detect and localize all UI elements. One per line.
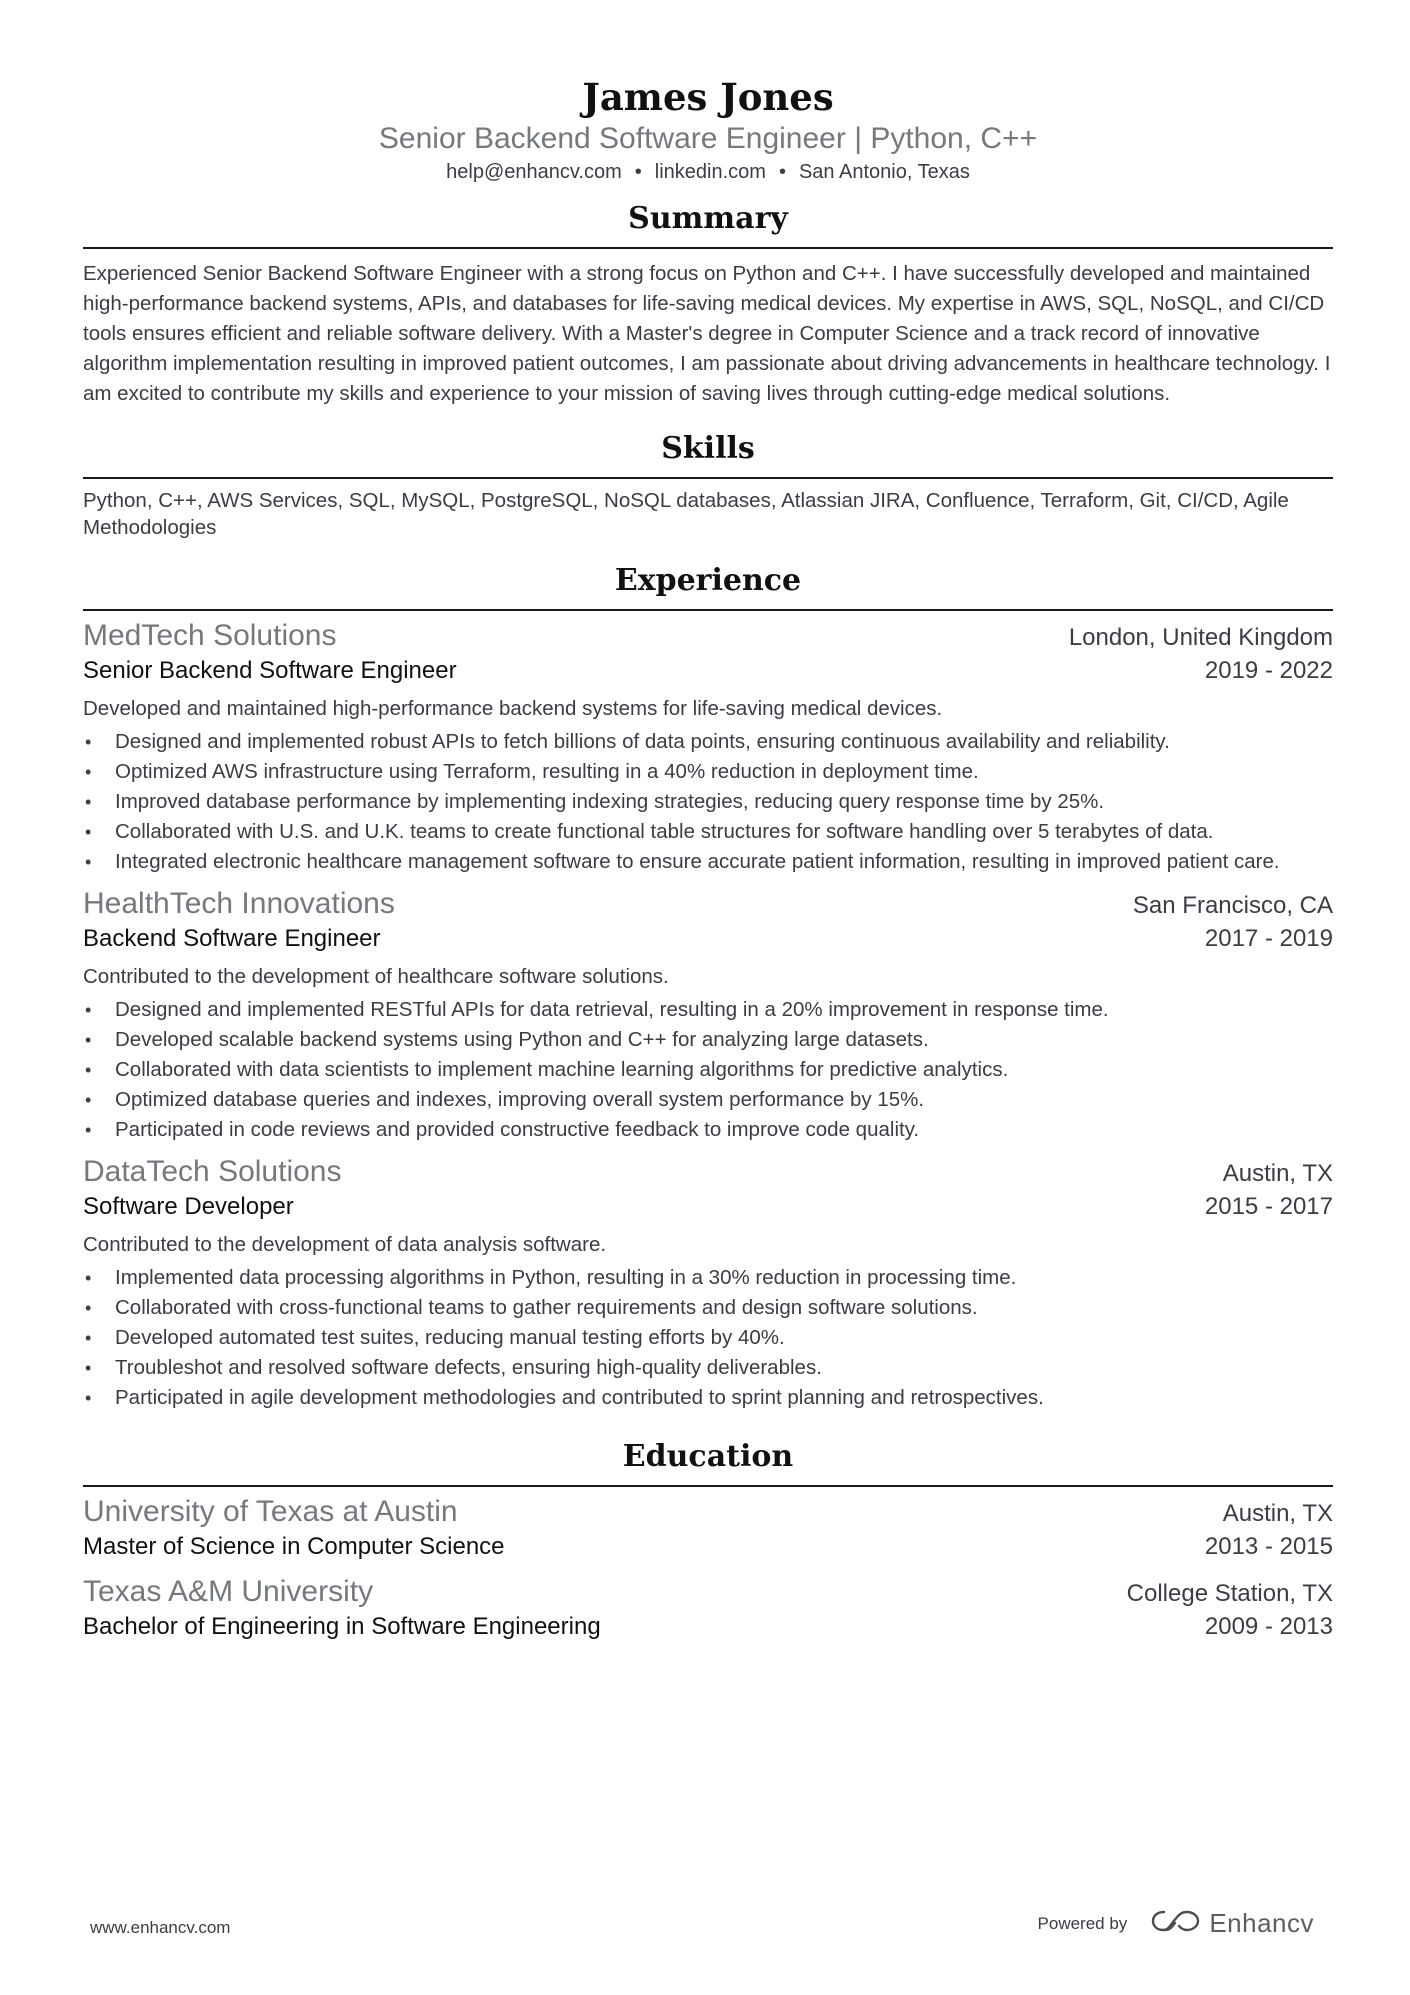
list-item: • Participated in agile development methodologies and contributed to sprint planning and retrospectives.	[83, 1383, 1333, 1413]
job-dates: 2019 - 2022	[1204, 657, 1333, 684]
education-entry	[83, 1573, 1333, 1643]
list-item: • Developed automated test suites, reducing manual testing efforts by 40%.	[83, 1323, 1333, 1353]
separator-dot: •	[634, 161, 642, 183]
footer-website-link[interactable]: www.enhancv.com	[90, 1918, 231, 1937]
summary-section	[83, 199, 1333, 409]
company-name: HealthTech Innovations	[83, 887, 395, 920]
candidate-title: Senior Backend Software Engineer | Python, C++	[378, 122, 1038, 155]
school-location: Austin, TX	[1222, 1500, 1333, 1527]
education-dates: 2009 - 2013	[1204, 1613, 1333, 1640]
resume-page	[83, 0, 1333, 1643]
job-role: Senior Backend Software Engineer	[83, 657, 457, 684]
list-item: • Optimized AWS infrastructure using Terraform, resulting in a 40% reduction in deployment time.	[83, 757, 1333, 787]
job-bullets	[83, 727, 1333, 877]
job-location: London, United Kingdom	[1068, 624, 1333, 651]
experience-entry	[83, 617, 1333, 877]
company-name: DataTech Solutions	[83, 1155, 342, 1188]
enhancv-logo-icon-svg	[1151, 1908, 1201, 1934]
footer-branding	[1038, 1908, 1314, 1939]
section-heading-skills: Skills	[661, 431, 755, 466]
education-dates: 2013 - 2015	[1204, 1533, 1333, 1560]
job-bullets	[83, 995, 1333, 1145]
job-description: Developed and maintained high-performance backend systems for life-saving medical devices.	[83, 697, 943, 720]
education-section	[83, 1437, 1333, 1643]
degree-name: Bachelor of Engineering in Software Engineering	[83, 1613, 601, 1640]
list-item: • Improved database performance by implementing indexing strategies, reducing query response time by 25%.	[83, 787, 1333, 817]
section-divider	[83, 247, 1333, 249]
enhancv-brand-name: Enhancv	[1209, 1908, 1314, 1938]
school-location: College Station, TX	[1126, 1580, 1333, 1607]
skills-text: Python, C++, AWS Services, SQL, MySQL, PostgreSQL, NoSQL databases, Atlassian JIRA, Confluence, Terraform, Git, CI/CD, Agile Methodologies	[83, 489, 1289, 539]
job-location: San Francisco, CA	[1132, 892, 1333, 919]
job-bullets	[83, 1263, 1333, 1413]
job-location: Austin, TX	[1222, 1160, 1333, 1187]
job-role: Backend Software Engineer	[83, 925, 381, 952]
location-text: San Antonio, Texas	[798, 161, 970, 183]
list-item: • Troubleshot and resolved software defects, ensuring high-quality deliverables.	[83, 1353, 1333, 1383]
job-role: Software Developer	[83, 1193, 294, 1220]
linkedin-link[interactable]: linkedin.com	[654, 161, 766, 183]
degree-name: Master of Science in Computer Science	[83, 1533, 505, 1560]
section-heading-education: Education	[622, 1439, 794, 1474]
list-item: • Collaborated with data scientists to implement machine learning algorithms for predictive analytics.	[83, 1055, 1333, 1085]
experience-entry	[83, 885, 1333, 1145]
school-name: Texas A&M University	[83, 1575, 374, 1608]
job-dates: 2015 - 2017	[1204, 1193, 1333, 1220]
list-item: • Implemented data processing algorithms in Python, resulting in a 30% reduction in processing time.	[83, 1263, 1333, 1293]
list-item: • Integrated electronic healthcare management software to ensure accurate patient information, resulting in improved patient care.	[83, 847, 1333, 877]
list-item: • Designed and implemented RESTful APIs for data retrieval, resulting in a 20% improvement in response time.	[83, 995, 1333, 1025]
list-item: • Developed scalable backend systems using Python and C++ for analyzing large datasets.	[83, 1025, 1333, 1055]
section-heading-summary: Summary	[628, 201, 788, 236]
company-name: MedTech Solutions	[83, 619, 337, 652]
section-divider	[83, 1485, 1333, 1487]
contact-line	[83, 159, 1333, 185]
section-divider	[83, 609, 1333, 611]
section-heading-experience: Experience	[614, 563, 802, 598]
skills-section	[83, 429, 1333, 541]
experience-entry	[83, 1153, 1333, 1413]
summary-text: Experienced Senior Backend Software Engineer with a strong focus on Python and C++. I have successfully developed and maintained high-performance backend systems, APIs, and databases for life-saving medical devices. My expertise in AWS, SQL, NoSQL, and CI/CD tools ensures efficient and reliable software delivery. With a Master's degree in Computer Science and a track record of innovative algorithm implementation resulting in improved patient outcomes, I am passionate about driving advancements in healthcare technology. I am excited to contribute my skills and experience to your mission of saving lives through cutting-edge medical solutions.	[83, 262, 1331, 405]
experience-section	[83, 561, 1333, 1413]
education-entry	[83, 1493, 1333, 1563]
list-item: • Collaborated with U.S. and U.K. teams to create functional table structures for software handling over 5 terabytes of data.	[83, 817, 1333, 847]
list-item: • Designed and implemented robust APIs to fetch billions of data points, ensuring continuous availability and reliability.	[83, 727, 1333, 757]
job-description: Contributed to the development of healthcare software solutions.	[83, 965, 669, 988]
list-item: • Optimized database queries and indexes, improving overall system performance by 15%.	[83, 1085, 1333, 1115]
candidate-name: James Jones	[582, 75, 834, 119]
school-name: University of Texas at Austin	[83, 1495, 458, 1528]
list-item: • Collaborated with cross-functional teams to gather requirements and design software solutions.	[83, 1293, 1333, 1323]
job-description: Contributed to the development of data analysis software.	[83, 1233, 607, 1256]
email-link[interactable]: help@enhancv.com	[446, 161, 622, 183]
powered-by-text: Powered by	[1037, 1913, 1128, 1933]
section-divider	[83, 477, 1333, 479]
enhancv-logo-icon	[1151, 1908, 1201, 1939]
list-item: • Participated in code reviews and provided constructive feedback to improve code quality.	[83, 1115, 1333, 1145]
separator-dot: •	[778, 161, 786, 183]
job-dates: 2017 - 2019	[1204, 925, 1333, 952]
